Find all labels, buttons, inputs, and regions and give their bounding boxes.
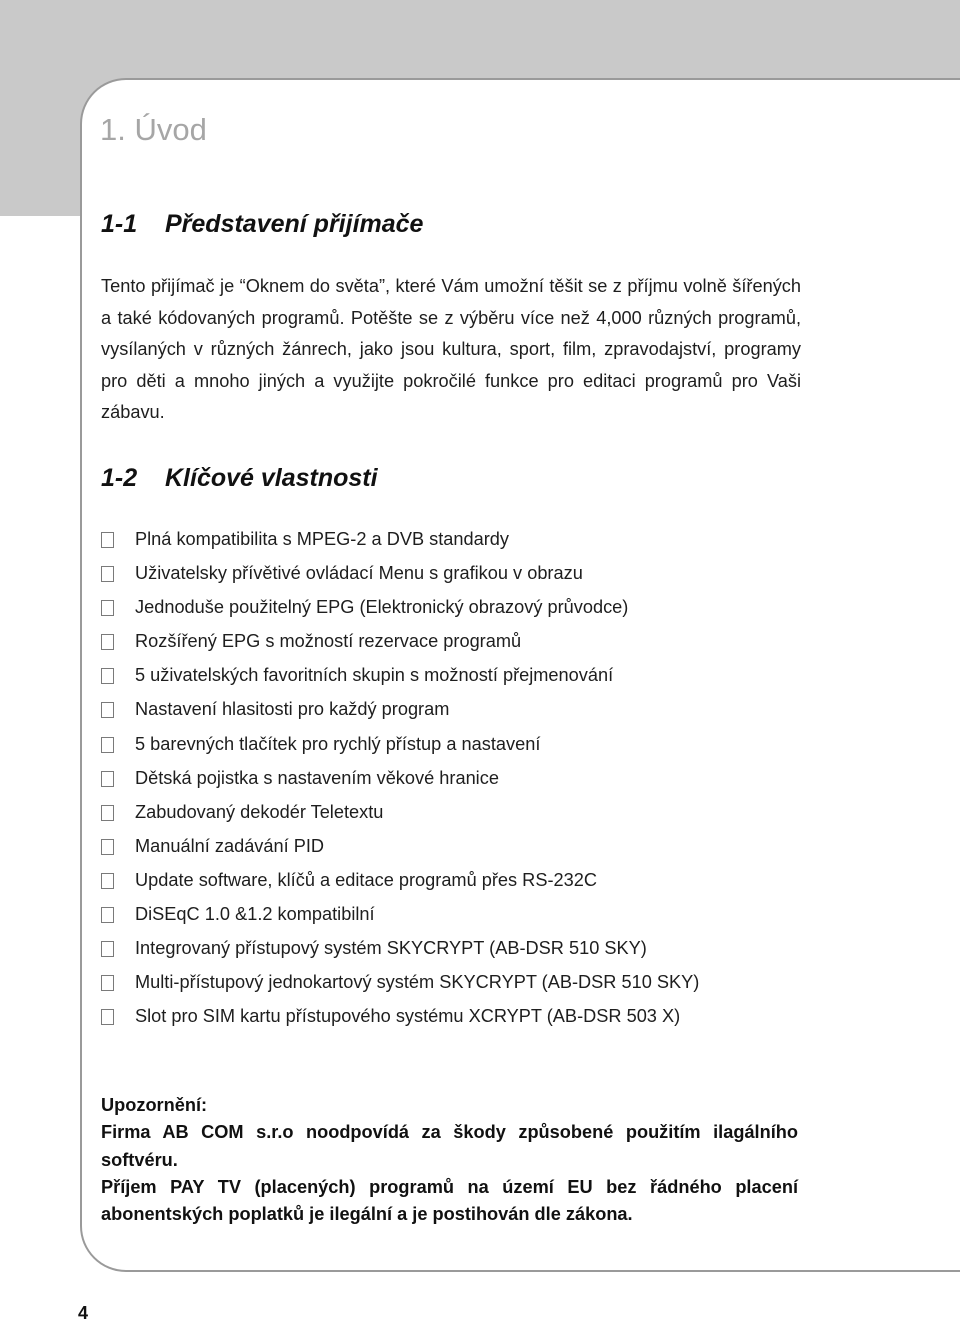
list-item bbox=[101, 592, 699, 626]
notice-block bbox=[101, 1092, 798, 1228]
list-item bbox=[101, 626, 699, 660]
checkbox-bullet-icon bbox=[101, 737, 114, 753]
checkbox-bullet-icon bbox=[101, 702, 114, 718]
checkbox-bullet-icon bbox=[101, 805, 114, 821]
list-item bbox=[101, 797, 699, 831]
section-title: Klíčové vlastnosti bbox=[165, 464, 378, 492]
feature-text: Dětská pojistka s nastavením věkové hranice bbox=[135, 767, 499, 788]
feature-text: DiSEqC 1.0 &1.2 kompatibilní bbox=[135, 904, 375, 925]
chapter-title: 1. Úvod bbox=[100, 112, 207, 147]
list-item bbox=[101, 558, 699, 592]
checkbox-bullet-icon bbox=[101, 907, 114, 923]
checkbox-bullet-icon bbox=[101, 600, 114, 616]
checkbox-bullet-icon bbox=[101, 873, 114, 889]
feature-list bbox=[101, 524, 699, 1035]
section-title: Představení přijímače bbox=[165, 210, 424, 238]
feature-text: Zabudovaný dekodér Teletextu bbox=[135, 801, 384, 822]
list-item bbox=[101, 831, 699, 865]
feature-text: 5 barevných tlačítek pro rychlý přístup a nastavení bbox=[135, 733, 541, 754]
intro-paragraph: Tento přijímač je “Oknem do světa”, které Vám umožní těšit se z příjmu volně šířených a také kódovaných programů. Potěšte se z výběru více než 4,000 různých programů, vysílaných v různých žánrech, jako jsou kultura, sport, film, zpravodajství, programy pro děti a mnoho jiných a využijte pokročilé funkce pro editaci programů pro Vaši zábavu. bbox=[101, 276, 801, 422]
feature-text: Integrovaný přístupový systém SKYCRYPT (AB-DSR 510 SKY) bbox=[135, 938, 647, 959]
notice-label: Upozornění: bbox=[101, 1095, 208, 1115]
feature-text: Update software, klíčů a editace programů přes RS-232C bbox=[135, 869, 597, 890]
section-heading-features bbox=[101, 464, 378, 493]
list-item bbox=[101, 1001, 699, 1035]
checkbox-bullet-icon bbox=[101, 668, 114, 684]
feature-text: Nastavení hlasitosti pro každý program bbox=[135, 699, 450, 720]
feature-text: Uživatelsky přívětivé ovládací Menu s grafikou v obrazu bbox=[135, 563, 583, 584]
list-item bbox=[101, 933, 699, 967]
list-item bbox=[101, 524, 699, 558]
checkbox-bullet-icon bbox=[101, 771, 114, 787]
list-item bbox=[101, 660, 699, 694]
feature-text: Manuální zadávání PID bbox=[135, 835, 325, 856]
checkbox-bullet-icon bbox=[101, 532, 114, 548]
list-item bbox=[101, 967, 699, 1001]
section-number: 1-1 bbox=[101, 210, 138, 238]
checkbox-bullet-icon bbox=[101, 634, 114, 650]
checkbox-bullet-icon bbox=[101, 839, 114, 855]
checkbox-bullet-icon bbox=[101, 566, 114, 582]
list-item bbox=[101, 729, 699, 763]
list-item bbox=[101, 899, 699, 933]
feature-text: Rozšířený EPG s možností rezervace programů bbox=[135, 631, 522, 652]
page-number: 4 bbox=[78, 1303, 89, 1323]
section-heading-intro bbox=[101, 210, 423, 239]
feature-text: Jednoduše použitelný EPG (Elektronický obrazový průvodce) bbox=[135, 597, 629, 618]
notice-line-2: Příjem PAY TV (placených) programů na území EU bez řádného placení abonentských poplatků je ilegální a je postihován dle zákona. bbox=[101, 1176, 798, 1225]
section-number: 1-2 bbox=[101, 464, 138, 492]
notice-line-1: Firma AB COM s.r.o noodpovídá za škody způsobené použitím ilagálního softvéru. bbox=[101, 1122, 798, 1170]
list-item bbox=[101, 763, 699, 797]
checkbox-bullet-icon bbox=[101, 975, 114, 991]
list-item bbox=[101, 694, 699, 728]
list-item bbox=[101, 865, 699, 899]
checkbox-bullet-icon bbox=[101, 1009, 114, 1025]
feature-text: 5 uživatelských favoritních skupin s možností přejmenování bbox=[135, 665, 614, 686]
feature-text: Slot pro SIM kartu přístupového systému XCRYPT (AB-DSR 503 X) bbox=[135, 1006, 681, 1027]
feature-text: Multi-přístupový jednokartový systém SKYCRYPT (AB-DSR 510 SKY) bbox=[135, 972, 700, 993]
feature-text: Plná kompatibilita s MPEG-2 a DVB standardy bbox=[135, 529, 510, 549]
checkbox-bullet-icon bbox=[101, 941, 114, 957]
